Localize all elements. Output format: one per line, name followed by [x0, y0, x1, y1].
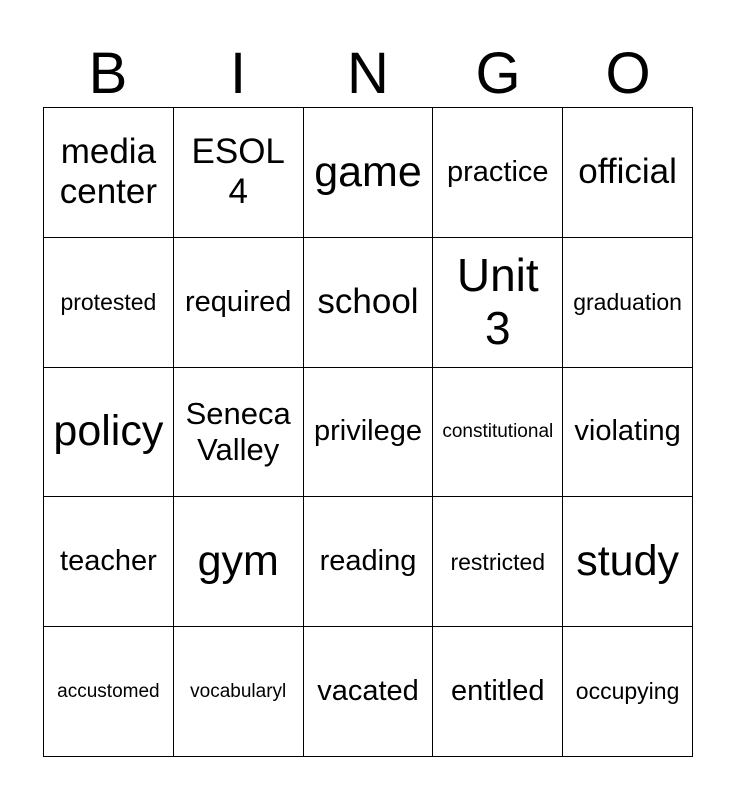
cell-text: reading: [319, 545, 417, 578]
bingo-cell[interactable]: [304, 368, 434, 498]
cell-text: policy: [53, 407, 164, 456]
header-letter-b: B: [88, 41, 128, 106]
cell-text: teacher: [60, 545, 157, 578]
bingo-cell[interactable]: [563, 108, 693, 238]
cell-text: gym: [197, 537, 279, 586]
header-letter-i: I: [229, 41, 247, 106]
header-letter-g: G: [475, 41, 521, 106]
bingo-cell[interactable]: [433, 238, 563, 368]
bingo-cell[interactable]: [174, 368, 304, 498]
cell-text: violating: [574, 415, 681, 448]
cell-text: Unit 3: [456, 249, 539, 355]
cell-text: vacated: [317, 674, 419, 707]
bingo-cell[interactable]: [304, 238, 434, 368]
bingo-cell[interactable]: [44, 627, 174, 757]
cell-text: official: [578, 152, 677, 192]
bingo-cell[interactable]: [433, 627, 563, 757]
bingo-cell[interactable]: [304, 497, 434, 627]
bingo-cell[interactable]: [433, 497, 563, 627]
bingo-cell[interactable]: [563, 497, 693, 627]
cell-text: school: [317, 282, 419, 322]
cell-text: Seneca Valley: [185, 396, 291, 467]
bingo-cell[interactable]: [44, 108, 174, 238]
bingo-cell[interactable]: [304, 108, 434, 238]
bingo-cell[interactable]: [563, 627, 693, 757]
cell-text: privilege: [313, 415, 422, 448]
cell-text: study: [576, 537, 679, 586]
bingo-cell[interactable]: [174, 497, 304, 627]
cell-text: protested: [60, 288, 157, 315]
bingo-cell[interactable]: [433, 368, 563, 498]
bingo-cell[interactable]: [433, 108, 563, 238]
cell-text: game: [314, 147, 422, 196]
cell-text: media center: [59, 132, 158, 212]
cell-text: constitutional: [442, 421, 554, 443]
bingo-cell[interactable]: [44, 497, 174, 627]
bingo-cell[interactable]: [44, 238, 174, 368]
header-letter-n: N: [347, 41, 389, 106]
cell-text: restricted: [450, 548, 546, 575]
bingo-cell[interactable]: [174, 238, 304, 368]
cell-text: practice: [447, 155, 549, 188]
bingo-board: [43, 107, 693, 757]
bingo-cell[interactable]: [174, 627, 304, 757]
bingo-header: [43, 40, 693, 108]
cell-text: ESOL 4: [191, 132, 285, 212]
cell-text: occupying: [575, 678, 680, 705]
bingo-cell[interactable]: [563, 238, 693, 368]
cell-text: vocabularyl: [190, 680, 287, 702]
bingo-cell[interactable]: [174, 108, 304, 238]
bingo-cell[interactable]: [563, 368, 693, 498]
bingo-cell[interactable]: [44, 368, 174, 498]
bingo-cell[interactable]: [304, 627, 434, 757]
cell-text: required: [184, 285, 292, 318]
cell-text: entitled: [451, 674, 545, 707]
header-letter-o: O: [605, 41, 651, 106]
cell-text: graduation: [573, 288, 682, 315]
cell-text: accustomed: [57, 680, 160, 702]
